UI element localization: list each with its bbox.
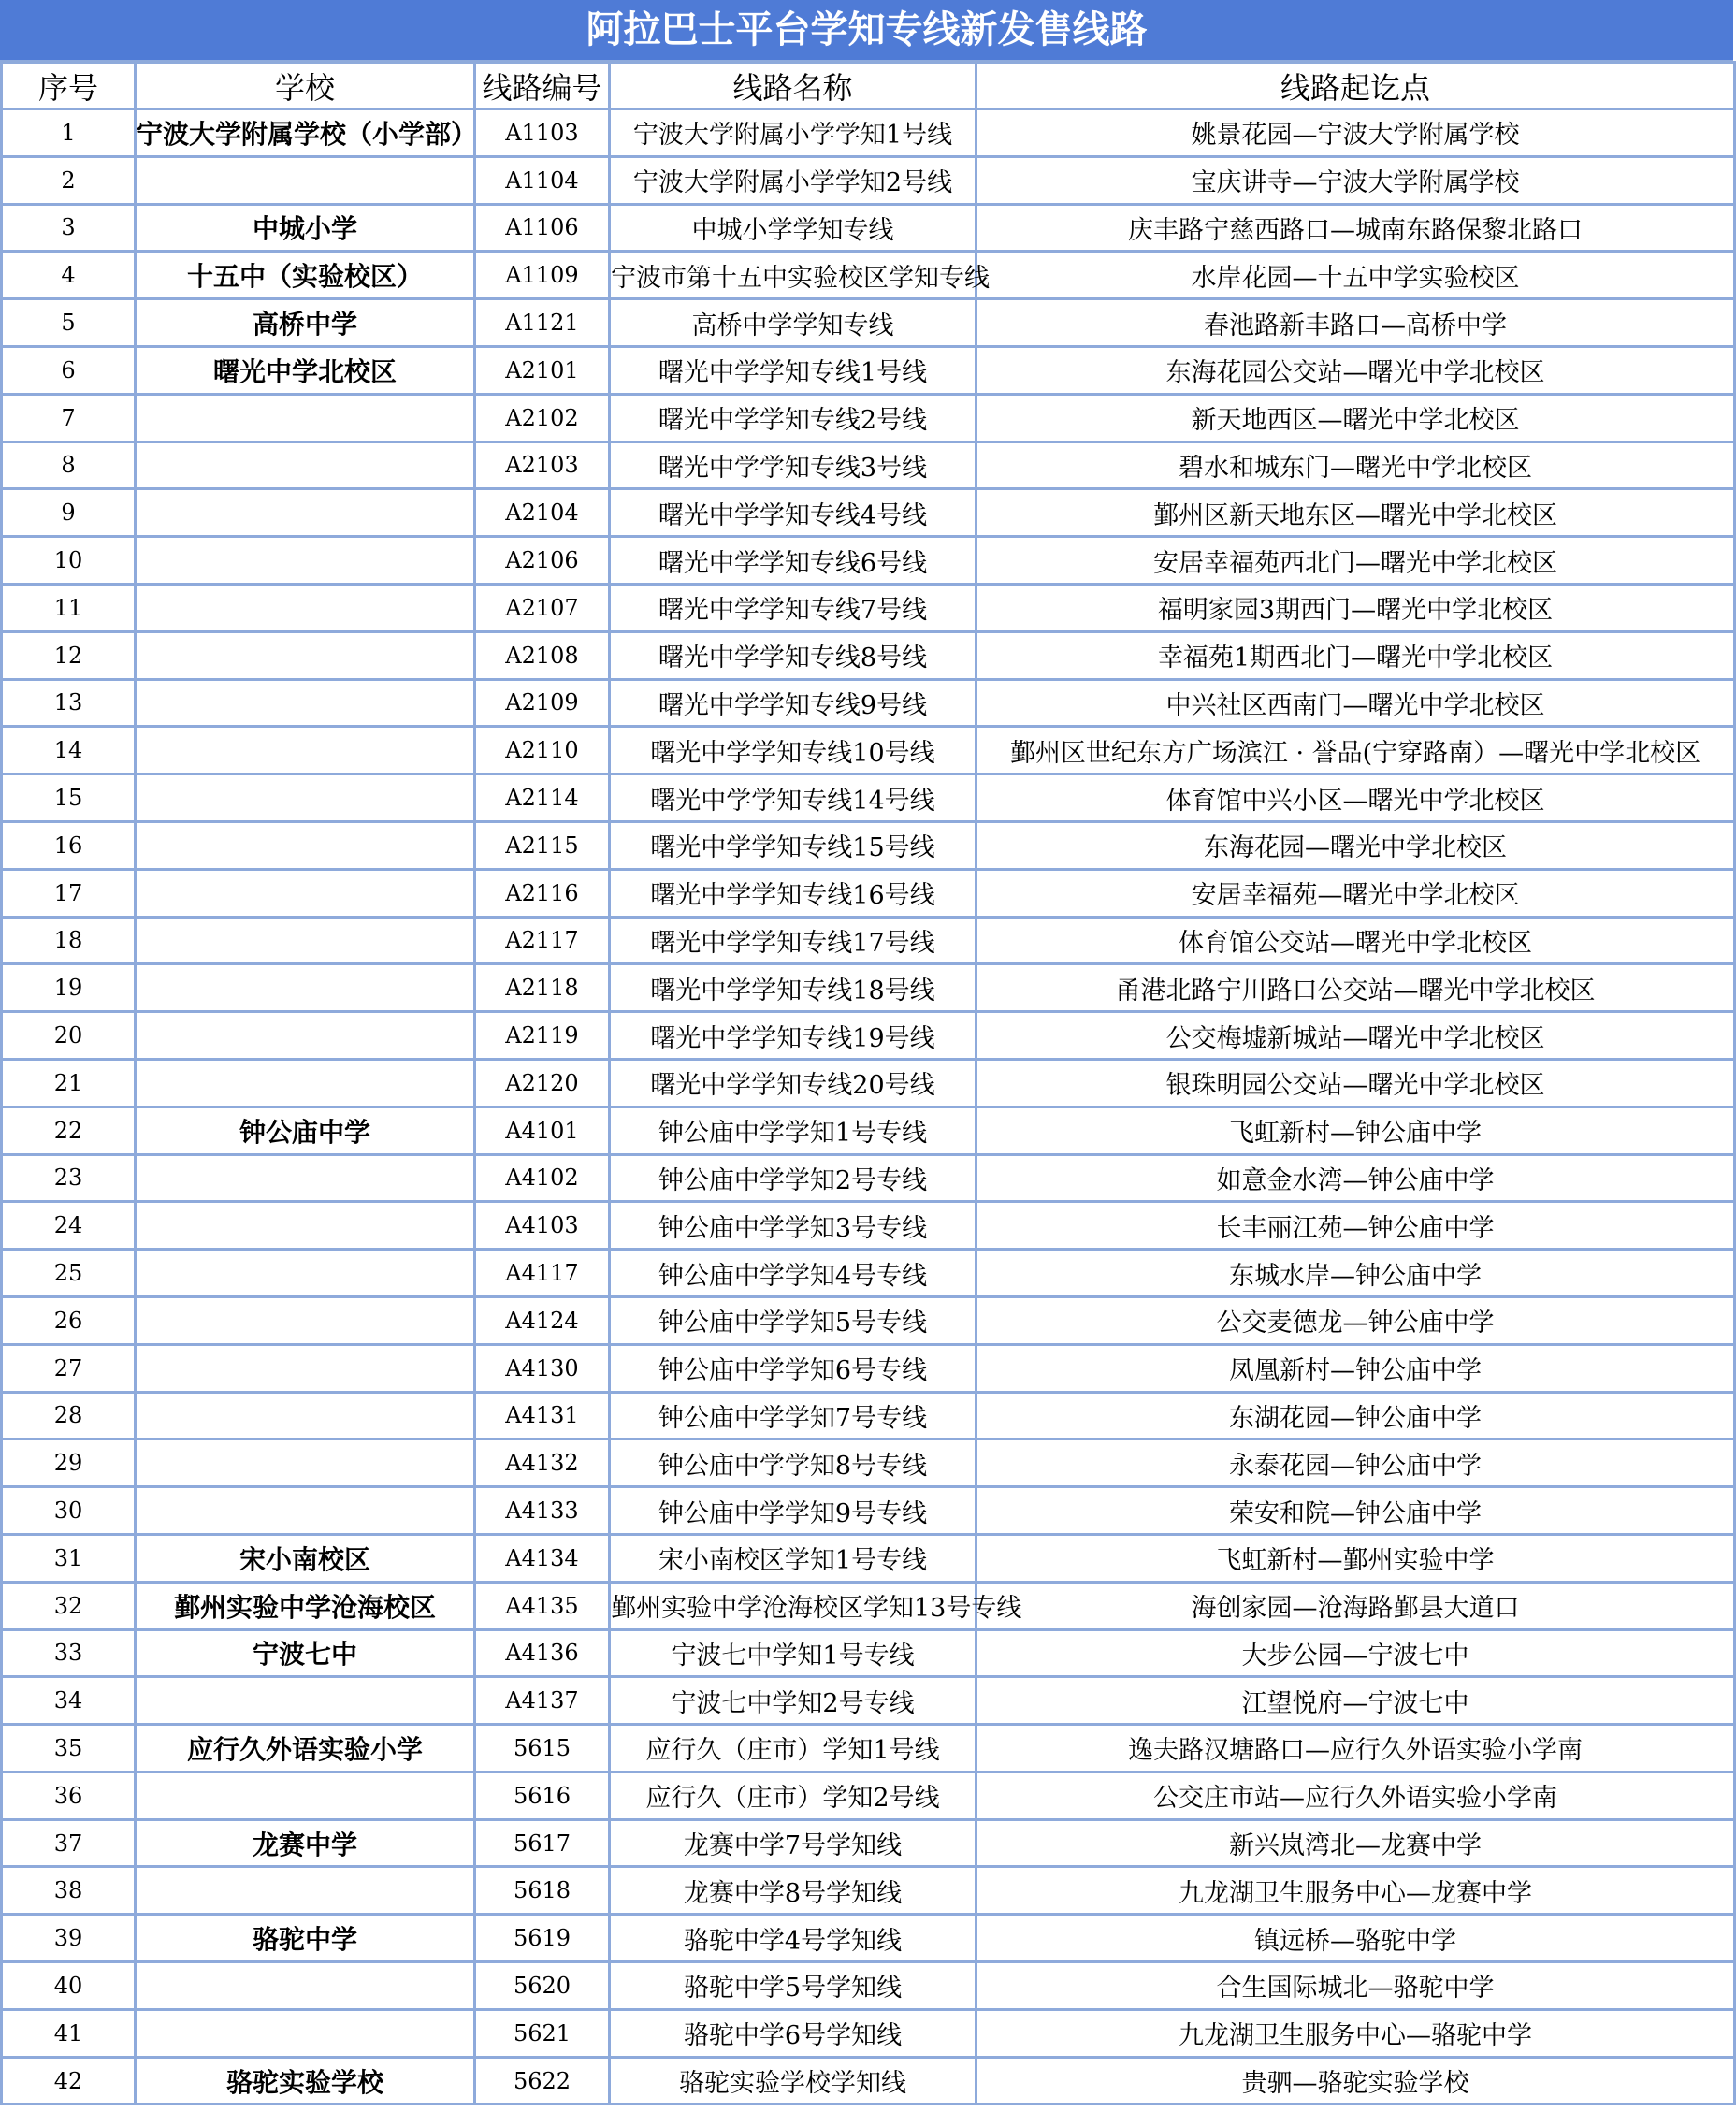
- cell-code: A2104: [475, 489, 610, 537]
- cell-route: 体育馆公交站—曙光中学北校区: [976, 917, 1735, 964]
- cell-school: 龙赛中学: [136, 1819, 475, 1867]
- cell-route: 春池路新丰路口—高桥中学: [976, 299, 1735, 347]
- cell-name: 宁波市第十五中实验校区学知专线: [610, 252, 976, 299]
- cell-name: 曙光中学学知专线10号线: [610, 727, 976, 774]
- cell-route: 银珠明园公交站—曙光中学北校区: [976, 1059, 1735, 1107]
- cell-route: 公交梅墟新城站—曙光中学北校区: [976, 1012, 1735, 1060]
- cell-no: 12: [2, 631, 136, 679]
- cell-code: A2116: [475, 869, 610, 917]
- cell-name: 曙光中学学知专线9号线: [610, 679, 976, 727]
- cell-code: 5617: [475, 1819, 610, 1867]
- cell-school: [136, 1962, 475, 2010]
- cell-code: A2118: [475, 964, 610, 1012]
- cell-route: 九龙湖卫生服务中心—骆驼中学: [976, 2009, 1735, 2057]
- cell-school: [136, 394, 475, 441]
- table-row: [2, 204, 1735, 252]
- cell-school: [136, 964, 475, 1012]
- cell-code: A2117: [475, 917, 610, 964]
- cell-code: A2120: [475, 1059, 610, 1107]
- cell-school: [136, 1250, 475, 1297]
- header-route: 线路起讫点: [976, 63, 1735, 109]
- header-no: 序号: [2, 63, 136, 109]
- cell-school: [136, 1392, 475, 1439]
- cell-name: 骆驼中学5号学知线: [610, 1962, 976, 2010]
- cell-name: 曙光中学学知专线20号线: [610, 1059, 976, 1107]
- table-row: [2, 774, 1735, 822]
- cell-no: 33: [2, 1629, 136, 1677]
- cell-school: [136, 1867, 475, 1915]
- cell-no: 4: [2, 252, 136, 299]
- cell-route: 公交麦德龙—钟公庙中学: [976, 1296, 1735, 1344]
- table-row: [2, 631, 1735, 679]
- cell-school: [136, 489, 475, 537]
- cell-school: [136, 1487, 475, 1535]
- table-row: [2, 1582, 1735, 1629]
- cell-no: 19: [2, 964, 136, 1012]
- cell-school: 骆驼中学: [136, 1915, 475, 1962]
- table-row: [2, 109, 1735, 157]
- cell-name: 钟公庙中学学知4号专线: [610, 1250, 976, 1297]
- table-row: [2, 1202, 1735, 1250]
- cell-name: 宁波大学附属小学学知2号线: [610, 156, 976, 204]
- cell-school: 十五中（实验校区）: [136, 252, 475, 299]
- cell-route: 东城水岸—钟公庙中学: [976, 1250, 1735, 1297]
- table-row: [2, 679, 1735, 727]
- table-row: [2, 441, 1735, 489]
- cell-code: 5622: [475, 2057, 610, 2105]
- cell-code: A4130: [475, 1344, 610, 1392]
- cell-route: 新兴岚湾北—龙赛中学: [976, 1819, 1735, 1867]
- cell-name: 曙光中学学知专线14号线: [610, 774, 976, 822]
- table-row: [2, 727, 1735, 774]
- cell-name: 钟公庙中学学知6号专线: [610, 1344, 976, 1392]
- cell-name: 曙光中学学知专线15号线: [610, 821, 976, 869]
- cell-school: [136, 441, 475, 489]
- cell-code: A2109: [475, 679, 610, 727]
- cell-school: [136, 869, 475, 917]
- cell-no: 15: [2, 774, 136, 822]
- cell-school: [136, 2009, 475, 2057]
- header-row: [2, 63, 1735, 109]
- cell-name: 曙光中学学知专线8号线: [610, 631, 976, 679]
- routes-table: [0, 61, 1736, 2105]
- cell-code: A4134: [475, 1534, 610, 1582]
- cell-school: [136, 1059, 475, 1107]
- cell-no: 8: [2, 441, 136, 489]
- table-row: [2, 1772, 1735, 1819]
- cell-code: A4117: [475, 1250, 610, 1297]
- cell-route: 姚景花园—宁波大学附属学校: [976, 109, 1735, 157]
- header-school: 学校: [136, 63, 475, 109]
- cell-route: 如意金水湾—钟公庙中学: [976, 1154, 1735, 1202]
- cell-no: 18: [2, 917, 136, 964]
- cell-code: A2108: [475, 631, 610, 679]
- cell-school: [136, 1344, 475, 1392]
- cell-code: A2110: [475, 727, 610, 774]
- cell-code: A2103: [475, 441, 610, 489]
- cell-code: A4132: [475, 1439, 610, 1487]
- cell-school: [136, 1154, 475, 1202]
- cell-no: 27: [2, 1344, 136, 1392]
- cell-route: 大步公园—宁波七中: [976, 1629, 1735, 1677]
- table-row: [2, 1344, 1735, 1392]
- cell-school: 应行久外语实验小学: [136, 1725, 475, 1772]
- cell-school: 宋小南校区: [136, 1534, 475, 1582]
- cell-code: A2119: [475, 1012, 610, 1060]
- cell-route: 福明家园3期西门—曙光中学北校区: [976, 584, 1735, 631]
- cell-school: [136, 917, 475, 964]
- cell-school: 钟公庙中学: [136, 1107, 475, 1154]
- cell-route: 中兴社区西南门—曙光中学北校区: [976, 679, 1735, 727]
- cell-code: A2102: [475, 394, 610, 441]
- cell-no: 16: [2, 821, 136, 869]
- cell-route: 东海花园公交站—曙光中学北校区: [976, 346, 1735, 394]
- cell-code: 5621: [475, 2009, 610, 2057]
- cell-code: A1121: [475, 299, 610, 347]
- cell-no: 41: [2, 2009, 136, 2057]
- cell-code: A2115: [475, 821, 610, 869]
- table-row: [2, 156, 1735, 204]
- header-name: 线路名称: [610, 63, 976, 109]
- cell-no: 5: [2, 299, 136, 347]
- cell-code: 5620: [475, 1962, 610, 2010]
- cell-name: 高桥中学学知专线: [610, 299, 976, 347]
- cell-school: [136, 1202, 475, 1250]
- cell-school: [136, 1772, 475, 1819]
- table-row: [2, 964, 1735, 1012]
- cell-name: 曙光中学学知专线16号线: [610, 869, 976, 917]
- cell-code: A1109: [475, 252, 610, 299]
- table-row: [2, 1677, 1735, 1725]
- table-row: [2, 1487, 1735, 1535]
- cell-route: 九龙湖卫生服务中心—龙赛中学: [976, 1867, 1735, 1915]
- cell-name: 应行久（庄市）学知1号线: [610, 1725, 976, 1772]
- cell-route: 海创家园—沧海路鄞县大道口: [976, 1582, 1735, 1629]
- cell-school: [136, 774, 475, 822]
- table-row: [2, 1107, 1735, 1154]
- cell-school: [136, 1296, 475, 1344]
- cell-name: 宋小南校区学知1号专线: [610, 1534, 976, 1582]
- cell-code: A1106: [475, 204, 610, 252]
- cell-code: A4124: [475, 1296, 610, 1344]
- cell-route: 东海花园—曙光中学北校区: [976, 821, 1735, 869]
- cell-route: 荣安和院—钟公庙中学: [976, 1487, 1735, 1535]
- cell-code: 5615: [475, 1725, 610, 1772]
- cell-no: 3: [2, 204, 136, 252]
- cell-name: 曙光中学学知专线4号线: [610, 489, 976, 537]
- cell-school: [136, 156, 475, 204]
- table-row: [2, 1819, 1735, 1867]
- cell-name: 应行久（庄市）学知2号线: [610, 1772, 976, 1819]
- cell-school: [136, 679, 475, 727]
- cell-name: 曙光中学学知专线2号线: [610, 394, 976, 441]
- cell-school: [136, 821, 475, 869]
- table-row: [2, 1629, 1735, 1677]
- table-row: [2, 1250, 1735, 1297]
- cell-school: [136, 1677, 475, 1725]
- cell-route: 凤凰新村—钟公庙中学: [976, 1344, 1735, 1392]
- cell-name: 钟公庙中学学知8号专线: [610, 1439, 976, 1487]
- cell-no: 24: [2, 1202, 136, 1250]
- table-row: [2, 394, 1735, 441]
- table-row: [2, 1915, 1735, 1962]
- cell-name: 钟公庙中学学知1号专线: [610, 1107, 976, 1154]
- cell-route: 幸福苑1期西北门—曙光中学北校区: [976, 631, 1735, 679]
- cell-route: 安居幸福苑西北门—曙光中学北校区: [976, 537, 1735, 585]
- cell-name: 曙光中学学知专线17号线: [610, 917, 976, 964]
- cell-no: 23: [2, 1154, 136, 1202]
- cell-no: 20: [2, 1012, 136, 1060]
- cell-no: 17: [2, 869, 136, 917]
- cell-no: 42: [2, 2057, 136, 2105]
- cell-no: 38: [2, 1867, 136, 1915]
- cell-route: 东湖花园—钟公庙中学: [976, 1392, 1735, 1439]
- cell-no: 6: [2, 346, 136, 394]
- table-row: [2, 1392, 1735, 1439]
- cell-no: 32: [2, 1582, 136, 1629]
- cell-route: 鄞州区新天地东区—曙光中学北校区: [976, 489, 1735, 537]
- cell-code: 5616: [475, 1772, 610, 1819]
- cell-name: 龙赛中学8号学知线: [610, 1867, 976, 1915]
- table-row: [2, 1962, 1735, 2010]
- cell-code: A1104: [475, 156, 610, 204]
- cell-route: 合生国际城北—骆驼中学: [976, 1962, 1735, 2010]
- cell-school: 宁波大学附属学校（小学部）: [136, 109, 475, 157]
- cell-school: [136, 537, 475, 585]
- cell-name: 钟公庙中学学知9号专线: [610, 1487, 976, 1535]
- table-row: [2, 1534, 1735, 1582]
- cell-route: 鄞州区世纪东方广场滨江 · 誉品(宁穿路南）—曙光中学北校区: [976, 727, 1735, 774]
- cell-no: 1: [2, 109, 136, 157]
- cell-code: A2101: [475, 346, 610, 394]
- cell-name: 曙光中学学知专线19号线: [610, 1012, 976, 1060]
- cell-no: 22: [2, 1107, 136, 1154]
- cell-route: 水岸花园—十五中学实验校区: [976, 252, 1735, 299]
- cell-no: 25: [2, 1250, 136, 1297]
- cell-no: 7: [2, 394, 136, 441]
- cell-route: 庆丰路宁慈西路口—城南东路保黎北路口: [976, 204, 1735, 252]
- cell-school: [136, 727, 475, 774]
- cell-code: A4135: [475, 1582, 610, 1629]
- cell-name: 钟公庙中学学知3号专线: [610, 1202, 976, 1250]
- cell-school: 曙光中学北校区: [136, 346, 475, 394]
- cell-no: 30: [2, 1487, 136, 1535]
- cell-school: [136, 1439, 475, 1487]
- table-row: [2, 869, 1735, 917]
- table-row: [2, 489, 1735, 537]
- table-row: [2, 252, 1735, 299]
- cell-name: 钟公庙中学学知5号专线: [610, 1296, 976, 1344]
- cell-route: 碧水和城东门—曙光中学北校区: [976, 441, 1735, 489]
- cell-name: 曙光中学学知专线6号线: [610, 537, 976, 585]
- cell-route: 永泰花园—钟公庙中学: [976, 1439, 1735, 1487]
- cell-route: 江望悦府—宁波七中: [976, 1677, 1735, 1725]
- cell-school: 骆驼实验学校: [136, 2057, 475, 2105]
- cell-school: 鄞州实验中学沧海校区: [136, 1582, 475, 1629]
- cell-school: [136, 1012, 475, 1060]
- cell-route: 公交庄市站—应行久外语实验小学南: [976, 1772, 1735, 1819]
- table-row: [2, 584, 1735, 631]
- cell-route: 宝庆讲寺—宁波大学附属学校: [976, 156, 1735, 204]
- cell-name: 中城小学学知专线: [610, 204, 976, 252]
- cell-no: 39: [2, 1915, 136, 1962]
- cell-code: A4103: [475, 1202, 610, 1250]
- table-row: [2, 537, 1735, 585]
- header-code: 线路编号: [475, 63, 610, 109]
- cell-code: 5619: [475, 1915, 610, 1962]
- cell-route: 逸夫路汉塘路口—应行久外语实验小学南: [976, 1725, 1735, 1772]
- cell-no: 14: [2, 727, 136, 774]
- cell-no: 29: [2, 1439, 136, 1487]
- cell-school: [136, 584, 475, 631]
- cell-name: 曙光中学学知专线3号线: [610, 441, 976, 489]
- table-row: [2, 917, 1735, 964]
- table-row: [2, 1059, 1735, 1107]
- cell-no: 31: [2, 1534, 136, 1582]
- cell-school: 高桥中学: [136, 299, 475, 347]
- table-row: [2, 299, 1735, 347]
- cell-no: 40: [2, 1962, 136, 2010]
- cell-code: A4136: [475, 1629, 610, 1677]
- cell-name: 宁波七中学知1号专线: [610, 1629, 976, 1677]
- table-row: [2, 1296, 1735, 1344]
- table-row: [2, 346, 1735, 394]
- cell-no: 9: [2, 489, 136, 537]
- cell-name: 骆驼实验学校学知线: [610, 2057, 976, 2105]
- cell-name: 骆驼中学4号学知线: [610, 1915, 976, 1962]
- cell-route: 甬港北路宁川路口公交站—曙光中学北校区: [976, 964, 1735, 1012]
- cell-route: 镇远桥—骆驼中学: [976, 1915, 1735, 1962]
- cell-no: 37: [2, 1819, 136, 1867]
- table-row: [2, 1725, 1735, 1772]
- cell-name: 曙光中学学知专线18号线: [610, 964, 976, 1012]
- cell-code: A1103: [475, 109, 610, 157]
- table-row: [2, 2057, 1735, 2105]
- cell-route: 体育馆中兴小区—曙光中学北校区: [976, 774, 1735, 822]
- table-row: [2, 821, 1735, 869]
- cell-route: 飞虹新村—鄞州实验中学: [976, 1534, 1735, 1582]
- cell-no: 11: [2, 584, 136, 631]
- cell-name: 钟公庙中学学知7号专线: [610, 1392, 976, 1439]
- cell-no: 26: [2, 1296, 136, 1344]
- cell-route: 贵驷—骆驼实验学校: [976, 2057, 1735, 2105]
- cell-no: 35: [2, 1725, 136, 1772]
- cell-name: 宁波大学附属小学学知1号线: [610, 109, 976, 157]
- cell-no: 13: [2, 679, 136, 727]
- cell-name: 龙赛中学7号学知线: [610, 1819, 976, 1867]
- cell-code: A4137: [475, 1677, 610, 1725]
- table-row: [2, 1154, 1735, 1202]
- cell-name: 骆驼中学6号学知线: [610, 2009, 976, 2057]
- cell-code: A4133: [475, 1487, 610, 1535]
- cell-code: A2107: [475, 584, 610, 631]
- cell-route: 飞虹新村—钟公庙中学: [976, 1107, 1735, 1154]
- cell-no: 2: [2, 156, 136, 204]
- table-row: [2, 1867, 1735, 1915]
- cell-no: 21: [2, 1059, 136, 1107]
- cell-route: 长丰丽江苑—钟公庙中学: [976, 1202, 1735, 1250]
- cell-name: 曙光中学学知专线1号线: [610, 346, 976, 394]
- table-row: [2, 2009, 1735, 2057]
- cell-name: 宁波七中学知2号专线: [610, 1677, 976, 1725]
- cell-route: 安居幸福苑—曙光中学北校区: [976, 869, 1735, 917]
- cell-name: 钟公庙中学学知2号专线: [610, 1154, 976, 1202]
- cell-code: A2114: [475, 774, 610, 822]
- table-body: [2, 109, 1735, 2105]
- cell-route: 新天地西区—曙光中学北校区: [976, 394, 1735, 441]
- table-row: [2, 1439, 1735, 1487]
- cell-no: 34: [2, 1677, 136, 1725]
- cell-school: [136, 631, 475, 679]
- cell-code: A2106: [475, 537, 610, 585]
- cell-no: 28: [2, 1392, 136, 1439]
- cell-school: 中城小学: [136, 204, 475, 252]
- cell-code: A4101: [475, 1107, 610, 1154]
- table-row: [2, 1012, 1735, 1060]
- sheet-title: 阿拉巴士平台学知专线新发售线路: [0, 0, 1733, 62]
- cell-name: 曙光中学学知专线7号线: [610, 584, 976, 631]
- cell-code: 5618: [475, 1867, 610, 1915]
- cell-no: 36: [2, 1772, 136, 1819]
- cell-no: 10: [2, 537, 136, 585]
- cell-school: 宁波七中: [136, 1629, 475, 1677]
- cell-code: A4131: [475, 1392, 610, 1439]
- cell-code: A4102: [475, 1154, 610, 1202]
- cell-name: 鄞州实验中学沧海校区学知13号专线: [610, 1582, 976, 1629]
